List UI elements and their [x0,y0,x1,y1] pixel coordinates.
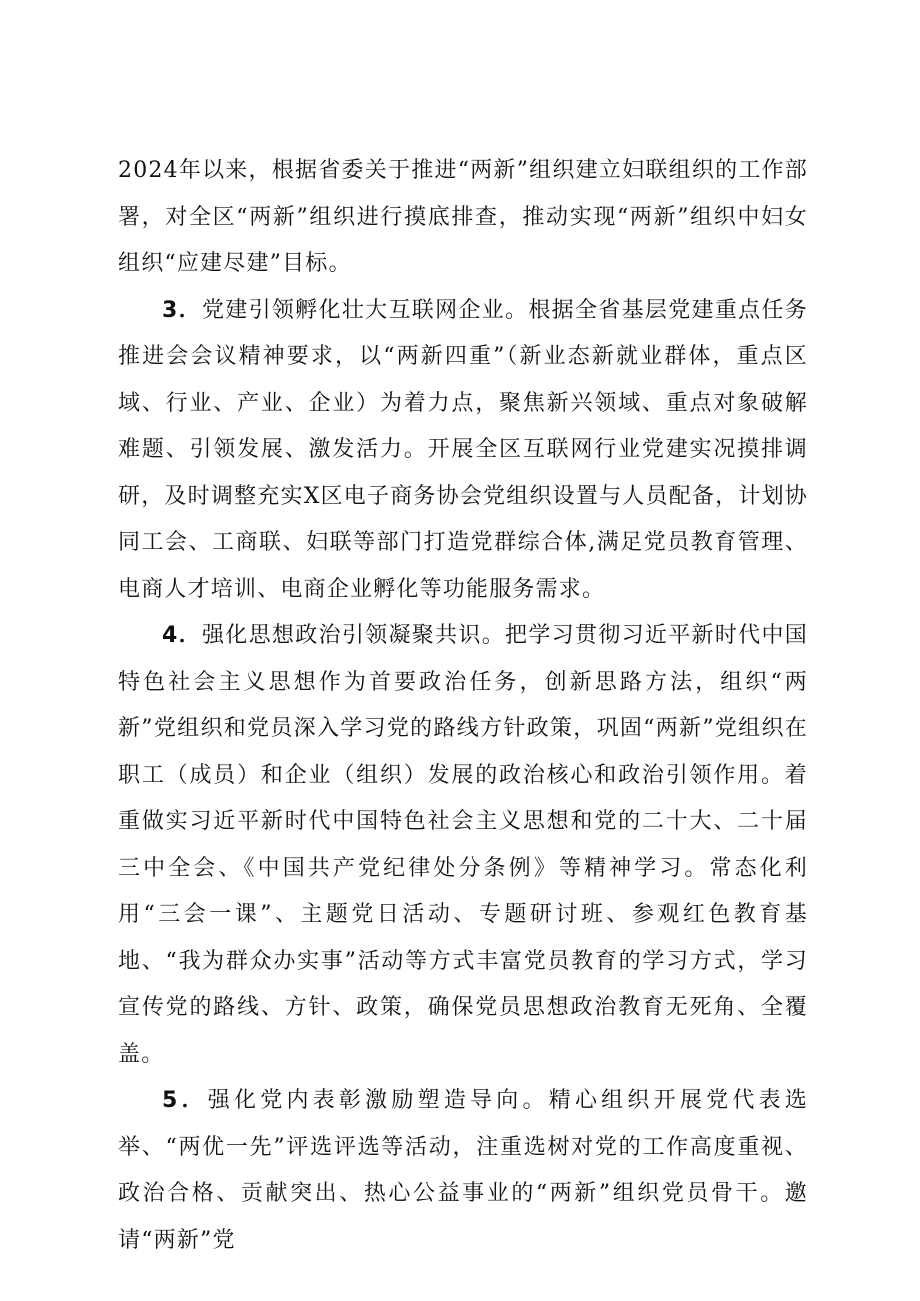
paragraph-number: 4． [162,623,202,648]
document-page [118,148,808,1264]
paragraph-text: 2024年以来，根据省委关于推进“两新”组织建立妇联组织的工作部署，对全区“两新”组织进行摸底排查，推动实现“两新”组织中妇女组织“应建尽建”目标。 [118,158,808,276]
paragraph-continuation [118,148,808,288]
paragraph-text: 强化党内表彰激励塑造导向。精心组织开展党代表选举、“两优一先”评选评选等活动，注重选树对党的工作高度重视、政治合格、贡献突出、热心公益事业的“两新”组织党员骨干。邀请“两新”党 [118,1088,808,1253]
paragraph-text: 强化思想政治引领凝聚共识。把学习贯彻习近平新时代中国特色社会主义思想作为首要政治任务，创新思路方法，组织“两新”党组织和党员深入学习党的路线方针政策，巩固“两新”党组织在职工（成员）和企业（组织）发展的政治核心和政治引领作用。着重做实习近平新时代中国特色社会主义思想和党的二十大、二十届三中全会、《中国共产党纪律处分条例》等精神学习。常态化利用“三会一课”、主题党日活动、专题研讨班、参观红色教育基地、“我为群众办实事”活动等方式丰富党员教育的学习方式，学习宣传党的路线、方针、政策，确保党员思想政治教育无死角、全覆盖。 [118,623,808,1067]
paragraph-number: 5． [162,1088,208,1113]
paragraph-item-3 [118,288,808,614]
paragraph-text: 党建引领孵化壮大互联网企业。根据全省基层党建重点任务推进会会议精神要求，以“两新四重”（新业态新就业群体，重点区域、行业、产业、企业）为着力点，聚焦新兴领域、重点对象破解难题、引领发展、激发活力。开展全区互联网行业党建实况摸排调研，及时调整充实X区电子商务协会党组织设置与人员配备，计划协同工会、工商联、妇联等部门打造党群综合体,满足党员教育管理、电商人才培训、电商企业孵化等功能服务需求。 [118,297,808,602]
paragraph-number: 3． [162,297,202,323]
paragraph-item-4 [118,613,808,1078]
paragraph-item-5 [118,1078,808,1264]
